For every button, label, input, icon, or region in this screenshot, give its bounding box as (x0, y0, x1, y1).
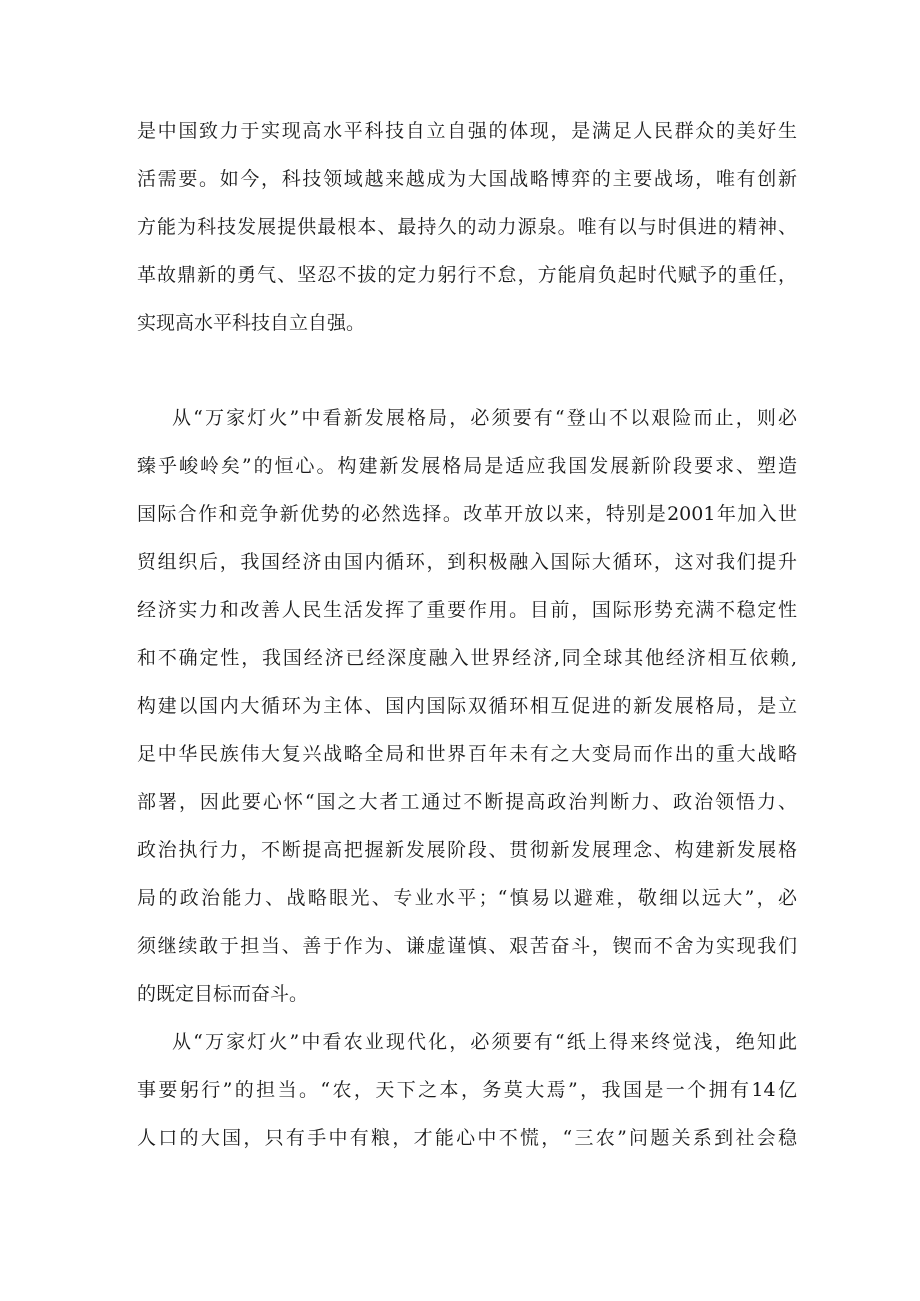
text-line: 足中华民族伟大复兴战略全局和世界百年未有之大变局而作出的重大战略 (137, 743, 797, 765)
text-line: 贸组织后，我国经济由国内循环，到积极融入国际大循环，这对我们提升 (137, 551, 797, 573)
text-line: 和不确定性，我国经济已经深度融入世界经济,同全球其他经济相互依赖, (137, 647, 797, 669)
text-line: 政治执行力，不断提高把握新发展阶段、贯彻新发展理念、构建新发展格 (137, 839, 797, 861)
paragraph-first-line: 从“万家灯火”中看农业现代化，必须要有“纸上得来终觉浅，绝知此 (172, 1031, 797, 1053)
text-line: 国际合作和竞争新优势的必然选择。改革开放以来，特别是2001年加入世 (137, 503, 797, 525)
text-line: 臻乎峻岭矣”的恒心。构建新发展格局是适应我国发展新阶段要求、塑造 (137, 455, 797, 477)
text-line: 局的政治能力、战略眼光、专业水平；“慎易以避难，敬细以远大”，必 (137, 887, 797, 909)
text-line: 部署，因此要心怀“国之大者工通过不断提高政治判断力、政治领悟力、 (137, 791, 797, 813)
text-line: 方能为科技发展提供最根本、最持久的动力源泉。唯有以与时俱进的精神、 (137, 216, 797, 238)
text-line: 革故鼎新的勇气、坚忍不拔的定力躬行不怠，方能肩负起时代赋予的重任， (137, 264, 797, 286)
text-line: 人口的大国，只有手中有粮，才能心中不慌，“三农”问题关系到社会稳 (137, 1127, 797, 1149)
text-line: 是中国致力于实现高水平科技自立自强的体现，是满足人民群众的美好生 (137, 120, 797, 142)
text-line: 实现高水平科技自立自强。 (137, 312, 366, 334)
text-line: 经济实力和改善人民生活发挥了重要作用。目前，国际形势充满不稳定性 (137, 599, 797, 621)
text-line: 活需要。如今，科技领域越来越成为大国战略博弈的主要战场，唯有创新 (137, 168, 797, 190)
text-line: 须继续敢于担当、善于作为、谦虚谨慎、艰苦奋斗，锲而不舍为实现我们 (137, 935, 797, 957)
paragraph-first-line: 从“万家灯火”中看新发展格局，必须要有“登山不以艰险而止，则必 (172, 407, 797, 429)
text-line: 事要躬行”的担当。“农，天下之本，务莫大焉”，我国是一个拥有14亿 (137, 1079, 797, 1101)
text-line: 构建以国内大循环为主体、国内国际双循环相互促进的新发展格局，是立 (137, 695, 797, 717)
text-line: 的既定目标而奋斗。 (137, 983, 309, 1005)
